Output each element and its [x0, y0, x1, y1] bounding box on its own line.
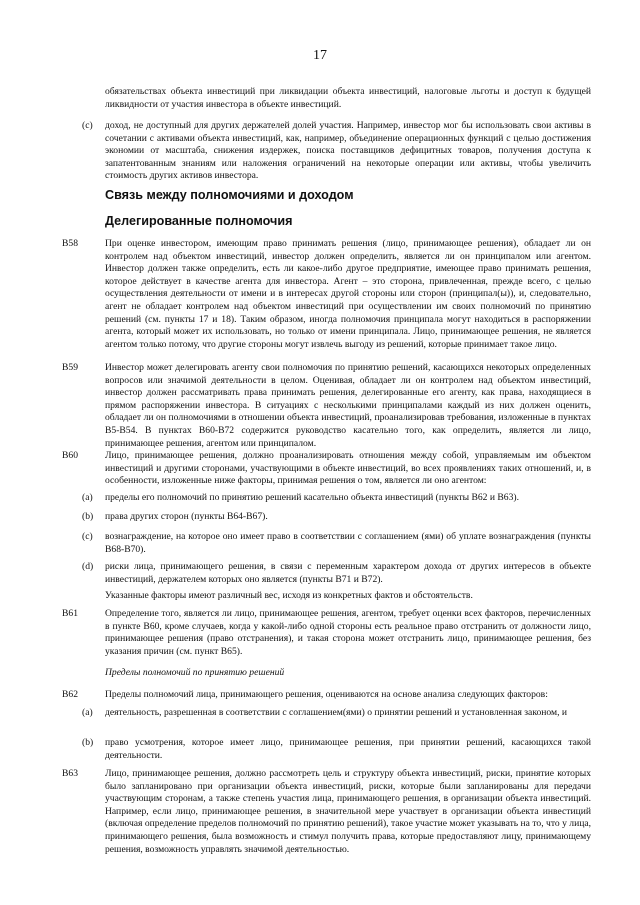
paragraph-text: Инвестор может делегировать агенту свои полномочия по принятию решений, касающихся некоторых определенных вопросов или значимой деятельности в целом. Оценивая, обладает ли он контролем над объектом инвестиций, инвестор должен рассматривать права принимать решения, делегированные его агенту, как права, находящиеся в прямом распоряжении инвестора. В ситуациях с несколькими принципалами каждый из них должен оценить, обладает ли он полномочиями в отношении объекта инвестиций, проанализировав требования, изложенные в пунктах B5-B54. В пунктах B60-B72 содержится руководство касательно того, как определить, является ли лицо, принимающее решения, агентом или принципалом. — [105, 362, 591, 449]
b60-footer-text: Указанные факторы имеют различный вес, исходя из конкретных фактов и обстоятельств. — [105, 590, 473, 601]
paragraph-label: B62 — [62, 689, 78, 700]
paragraph-b60 — [62, 450, 591, 488]
list-item-text: права других сторон (пункты B64-B67). — [105, 511, 268, 522]
list-item-text: доход, не доступный для других держателей долей участия. Например, инвестор мог бы использовать свои активы в сочетании с активами объекта инвестиций, как, например, объединение операционных функций с целью достижения экономии от масштаба, снижения издержек, поиска поставщиков дефицитных товаров, получения доступа к запатентованным знаниям или наложения ограничений на некоторые операции или активы, чтобы увеличить стоимость других активов инвестора. — [105, 120, 591, 182]
list-marker: (c) — [82, 531, 93, 542]
list-item-a — [82, 707, 591, 720]
paragraph-b58 — [62, 238, 591, 351]
list-marker: (d) — [82, 561, 94, 572]
list-marker: (b) — [82, 737, 94, 748]
paragraph-label: B61 — [62, 608, 78, 619]
paragraph-label: B59 — [62, 362, 78, 373]
list-item-c — [82, 120, 591, 183]
paragraph-text: Пределы полномочий лица, принимающего решения, оцениваются на основе анализа следующих факторов: — [105, 689, 548, 700]
paragraph-b62 — [62, 689, 591, 702]
list-marker: (a) — [82, 707, 93, 718]
paragraph-b63 — [62, 768, 591, 856]
paragraph-b59 — [62, 362, 591, 450]
list-marker: (c) — [82, 120, 93, 131]
list-item-text: риски лица, принимающего решения, в связи с переменным характером дохода от других интересов в объекте инвестиций, держателем которых оно является (пункты B71 и B72). — [105, 561, 591, 585]
subsection-italic-heading: Пределы полномочий по принятию решений — [105, 667, 285, 678]
list-item-text: деятельность, разрешенная в соответствии с соглашением(ями) о принятии решений и установленная законом, и — [105, 707, 568, 718]
list-item-a — [82, 492, 591, 505]
paragraph-label: B58 — [62, 238, 78, 249]
list-item-b — [82, 737, 591, 762]
continuation-text: обязательствах объекта инвестиций при ликвидации объекта инвестиций, налоговые льготы и доступ к будущей ликвидности от участия инвестора в объекте инвестиций. — [105, 86, 591, 110]
paragraph-b61 — [62, 608, 591, 658]
paragraph-text: При оценке инвестором, имеющим право принимать решения (лицо, принимающее решения), обладает ли он контролем над объектом инвестиций, инвестор должен определить, является ли он принципалом или агентом. Инвестор должен также определить, есть ли какое-либо другое предприятие, имеющее право принимать решения, которое действует в качестве агента для инвестора. Агент – это сторона, привлеченная, прежде всего, с целью осуществления деятельности от имени и в интересах другой стороны или сторон (принципал(ы)), и, следовательно, агент не обладает контролем над объектом инвестиций при осуществлении им своих полномочий по принятию решений (см. пункты 17 и 18). Таким образом, иногда полномочия принципала могут находиться в распоряжении агента, который может их использовать, но только от имени принципала. Лицо, принимающее решения, не является агентом только потому, что другие стороны могут извлечь выгоду из решений, которые принимает такое лицо. — [105, 238, 591, 350]
list-item-text: вознаграждение, на которое оно имеет право в соответствии с соглашением (ями) об уплате вознаграждения (пункты B68-B70). — [105, 531, 591, 555]
paragraph-label: B60 — [62, 450, 78, 461]
list-marker: (b) — [82, 511, 94, 522]
list-item-text: право усмотрения, которое имеет лицо, принимающее решения, при принятии решений, касающихся такой деятельности. — [105, 737, 591, 761]
page-number: 17 — [313, 48, 327, 63]
paragraph-text: Определение того, является ли лицо, принимающее решения, агентом, требует оценки всех факторов, перечисленных в пункте B60, кроме случаев, когда у какой-либо одной стороны есть реальное право отстранить от должности лицо, принимающее решения (право отстранения), и такая сторона может отстранить лицо, принимающее решения, без указания причин (см. пункт B65). — [105, 608, 591, 657]
list-marker: (a) — [82, 492, 93, 503]
paragraph-text: Лицо, принимающее решения, должно рассмотреть цель и структуру объекта инвестиций, риски, принятие которых было запланировано при организации объекта инвестиций, риски, которые были запланированы для передачи участвующим сторонам, а также степень участия лица, принимающего решения, в организации объекта инвестиций. Например, если лицо, принимающее решения, в значительной мере участвует в организации объекта инвестиций (включая определение пределов полномочий по принятию решений), такое участие может указывать на то, что у лица, принимающего решения, была возможность и стимул получить права, которые предоставляют лицу, принимающему решения, возможность управлять значимой деятельностью. — [105, 768, 591, 855]
subsection-heading: Делегированные полномочия — [105, 214, 293, 228]
list-item-c — [82, 531, 591, 556]
list-item-d — [82, 561, 591, 586]
list-item-b — [82, 511, 591, 524]
section-heading: Связь между полномочиями и доходом — [105, 188, 354, 202]
paragraph-text: Лицо, принимающее решения, должно проанализировать отношения между собой, управляемым им объектом инвестиций и другими сторонами, участвующими в объекте инвестиций, во всех проявлениях таких отношений, и, в особенности, изложенные ниже факторы, принимая решения о том, является ли оно агентом: — [105, 450, 591, 487]
list-item-text: пределы его полномочий по принятию решений касательно объекта инвестиций (пункты B62 и B63). — [105, 492, 519, 503]
paragraph-label: B63 — [62, 768, 78, 779]
